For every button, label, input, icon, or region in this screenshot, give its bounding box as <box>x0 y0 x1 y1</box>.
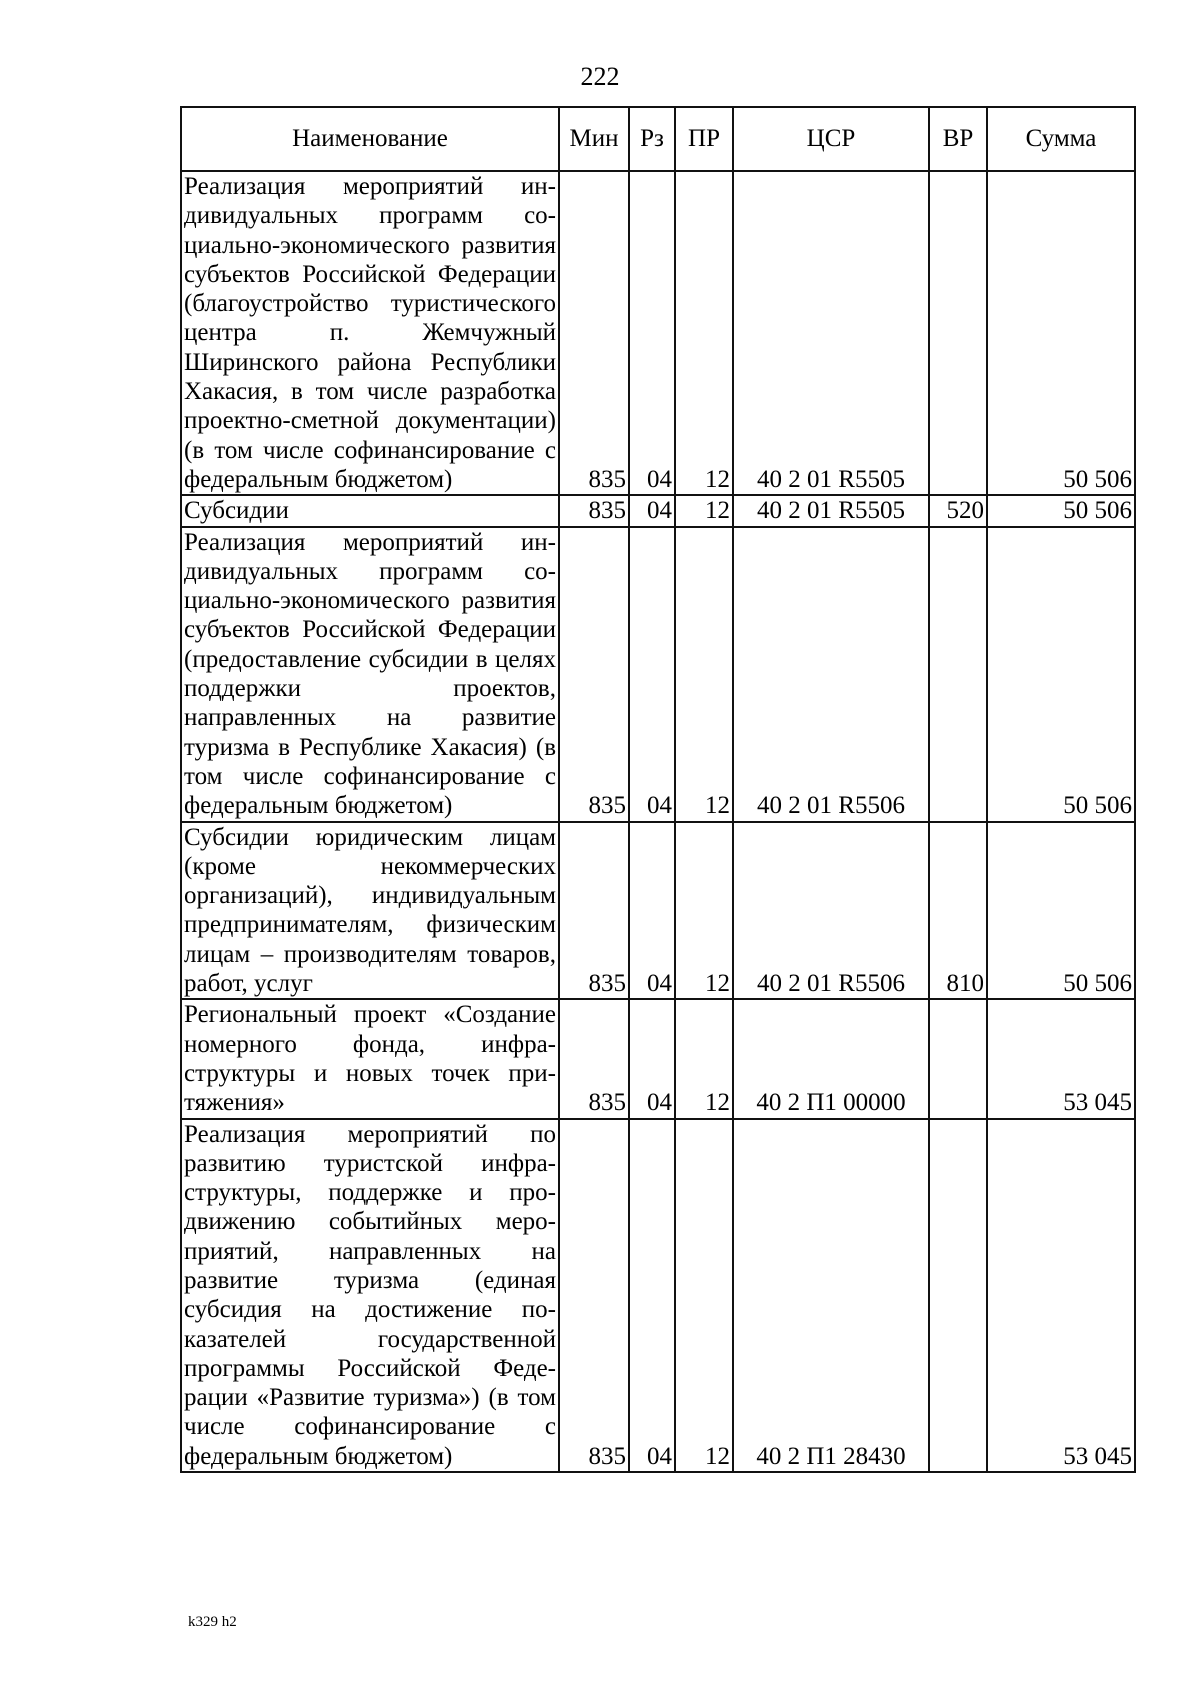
row-vr <box>929 1119 987 1473</box>
row-name: Реализация мероприятий индивидуальных программ социально-экономического развития субъектов Российской Федерации (благоустройство туристического центра п. Жемчужный Ширинского района Республики Хакасия, в том числе разработка проектно-сметной документации) (в том числе софинансирование с федеральным бюджетом) <box>181 171 559 495</box>
row-min: 835 <box>559 822 629 1000</box>
header-rz: Рз <box>629 107 675 171</box>
row-vr: 520 <box>929 495 987 526</box>
row-min: 835 <box>559 1119 629 1473</box>
row-rz: 04 <box>629 1119 675 1473</box>
header-sum: Сумма <box>987 107 1135 171</box>
header-csr: ЦСР <box>733 107 929 171</box>
row-sum: 50 506 <box>987 495 1135 526</box>
row-pr: 12 <box>675 527 733 822</box>
row-vr <box>929 999 987 1118</box>
row-sum: 53 045 <box>987 999 1135 1118</box>
table-row <box>181 999 1135 1118</box>
row-csr: 40 2 01 R5505 <box>733 495 929 526</box>
row-rz: 04 <box>629 171 675 495</box>
row-vr <box>929 171 987 495</box>
row-vr: 810 <box>929 822 987 1000</box>
row-name: Субсидии юридическим лицам (кроме некоммерческих организаций), индивидуальным предпринимателям, физическим лицам – производителям товаров, работ, услуг <box>181 822 559 1000</box>
row-min: 835 <box>559 495 629 526</box>
row-rz: 04 <box>629 527 675 822</box>
row-rz: 04 <box>629 495 675 526</box>
footer-code: k329 h2 <box>188 1614 237 1630</box>
row-min: 835 <box>559 999 629 1118</box>
row-pr: 12 <box>675 171 733 495</box>
row-csr: 40 2 П1 28430 <box>733 1119 929 1473</box>
row-csr: 40 2 01 R5506 <box>733 822 929 1000</box>
table-row <box>181 527 1135 822</box>
row-rz: 04 <box>629 999 675 1118</box>
header-pr: ПР <box>675 107 733 171</box>
row-min: 835 <box>559 171 629 495</box>
row-pr: 12 <box>675 1119 733 1473</box>
row-name: Реализация мероприятий индивидуальных программ социально-экономического развития субъектов Российской Федерации (предоставление субсидии в целях поддержки проектов, направленных на развитие туризма в Республике Хакасия) (в том числе софинансирование с федеральным бюджетом) <box>181 527 559 822</box>
header-min: Мин <box>559 107 629 171</box>
budget-table <box>180 106 1136 1473</box>
row-name: Региональный проект «Создание номерного фонда, инфраструктуры и новых точек притяжения» <box>181 999 559 1118</box>
table-row <box>181 495 1135 526</box>
row-pr: 12 <box>675 999 733 1118</box>
row-csr: 40 2 П1 00000 <box>733 999 929 1118</box>
row-pr: 12 <box>675 822 733 1000</box>
row-pr: 12 <box>675 495 733 526</box>
table-header-row <box>181 107 1135 171</box>
row-rz: 04 <box>629 822 675 1000</box>
row-sum: 50 506 <box>987 527 1135 822</box>
header-vr: ВР <box>929 107 987 171</box>
row-vr <box>929 527 987 822</box>
row-sum: 53 045 <box>987 1119 1135 1473</box>
header-name: Наименование <box>181 107 559 171</box>
table-row <box>181 171 1135 495</box>
row-name: Реализация мероприятий по развитию туристской инфраструктуры, поддержке и продвижению событийных мероприятий, направленных на развитие туризма (единая субсидия на достижение показателей государственной программы Российской Федерации «Развитие туризма») (в том числе софинансирование с федеральным бюджетом) <box>181 1119 559 1473</box>
row-sum: 50 506 <box>987 171 1135 495</box>
row-sum: 50 506 <box>987 822 1135 1000</box>
row-csr: 40 2 01 R5506 <box>733 527 929 822</box>
table-row <box>181 1119 1135 1473</box>
page-number: 222 <box>580 62 620 91</box>
row-csr: 40 2 01 R5505 <box>733 171 929 495</box>
table-row <box>181 822 1135 1000</box>
row-name: Субсидии <box>181 495 559 526</box>
row-min: 835 <box>559 527 629 822</box>
